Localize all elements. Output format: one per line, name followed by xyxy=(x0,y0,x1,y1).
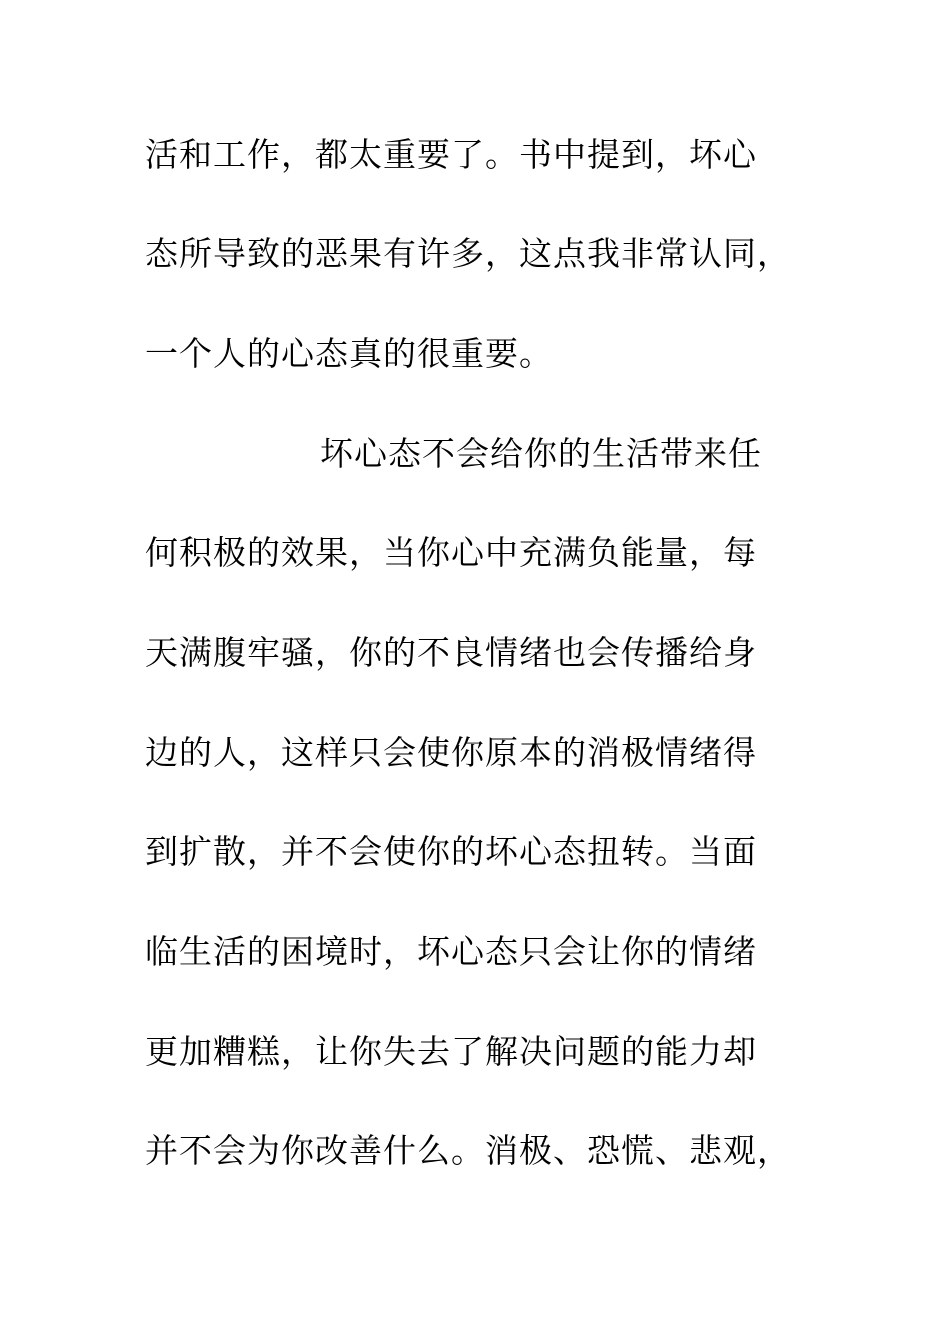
text-line: 活和工作，都太重要了。书中提到，坏心 xyxy=(145,135,757,174)
text-line: 并不会为你改善什么。消极、恐慌、悲观， xyxy=(145,1131,791,1170)
text-line: 一个人的心态真的很重要。 xyxy=(145,334,553,373)
text-line: 态所导致的恶果有许多，这点我非常认同， xyxy=(145,234,791,273)
paragraph-start-line: 坏心态不会给你的生活带来任 xyxy=(320,434,762,473)
text-line: 到扩散，并不会使你的坏心态扭转。当面 xyxy=(145,832,757,871)
text-line: 临生活的困境时，坏心态只会让你的情绪 xyxy=(145,932,757,971)
text-line: 更加糟糕，让你失去了解决问题的能力却 xyxy=(145,1032,757,1071)
text-line: 天满腹牢骚，你的不良情绪也会传播给身 xyxy=(145,633,757,672)
text-line: 边的人，这样只会使你原本的消极情绪得 xyxy=(145,733,757,772)
text-line: 何积极的效果，当你心中充满负能量，每 xyxy=(145,533,757,572)
